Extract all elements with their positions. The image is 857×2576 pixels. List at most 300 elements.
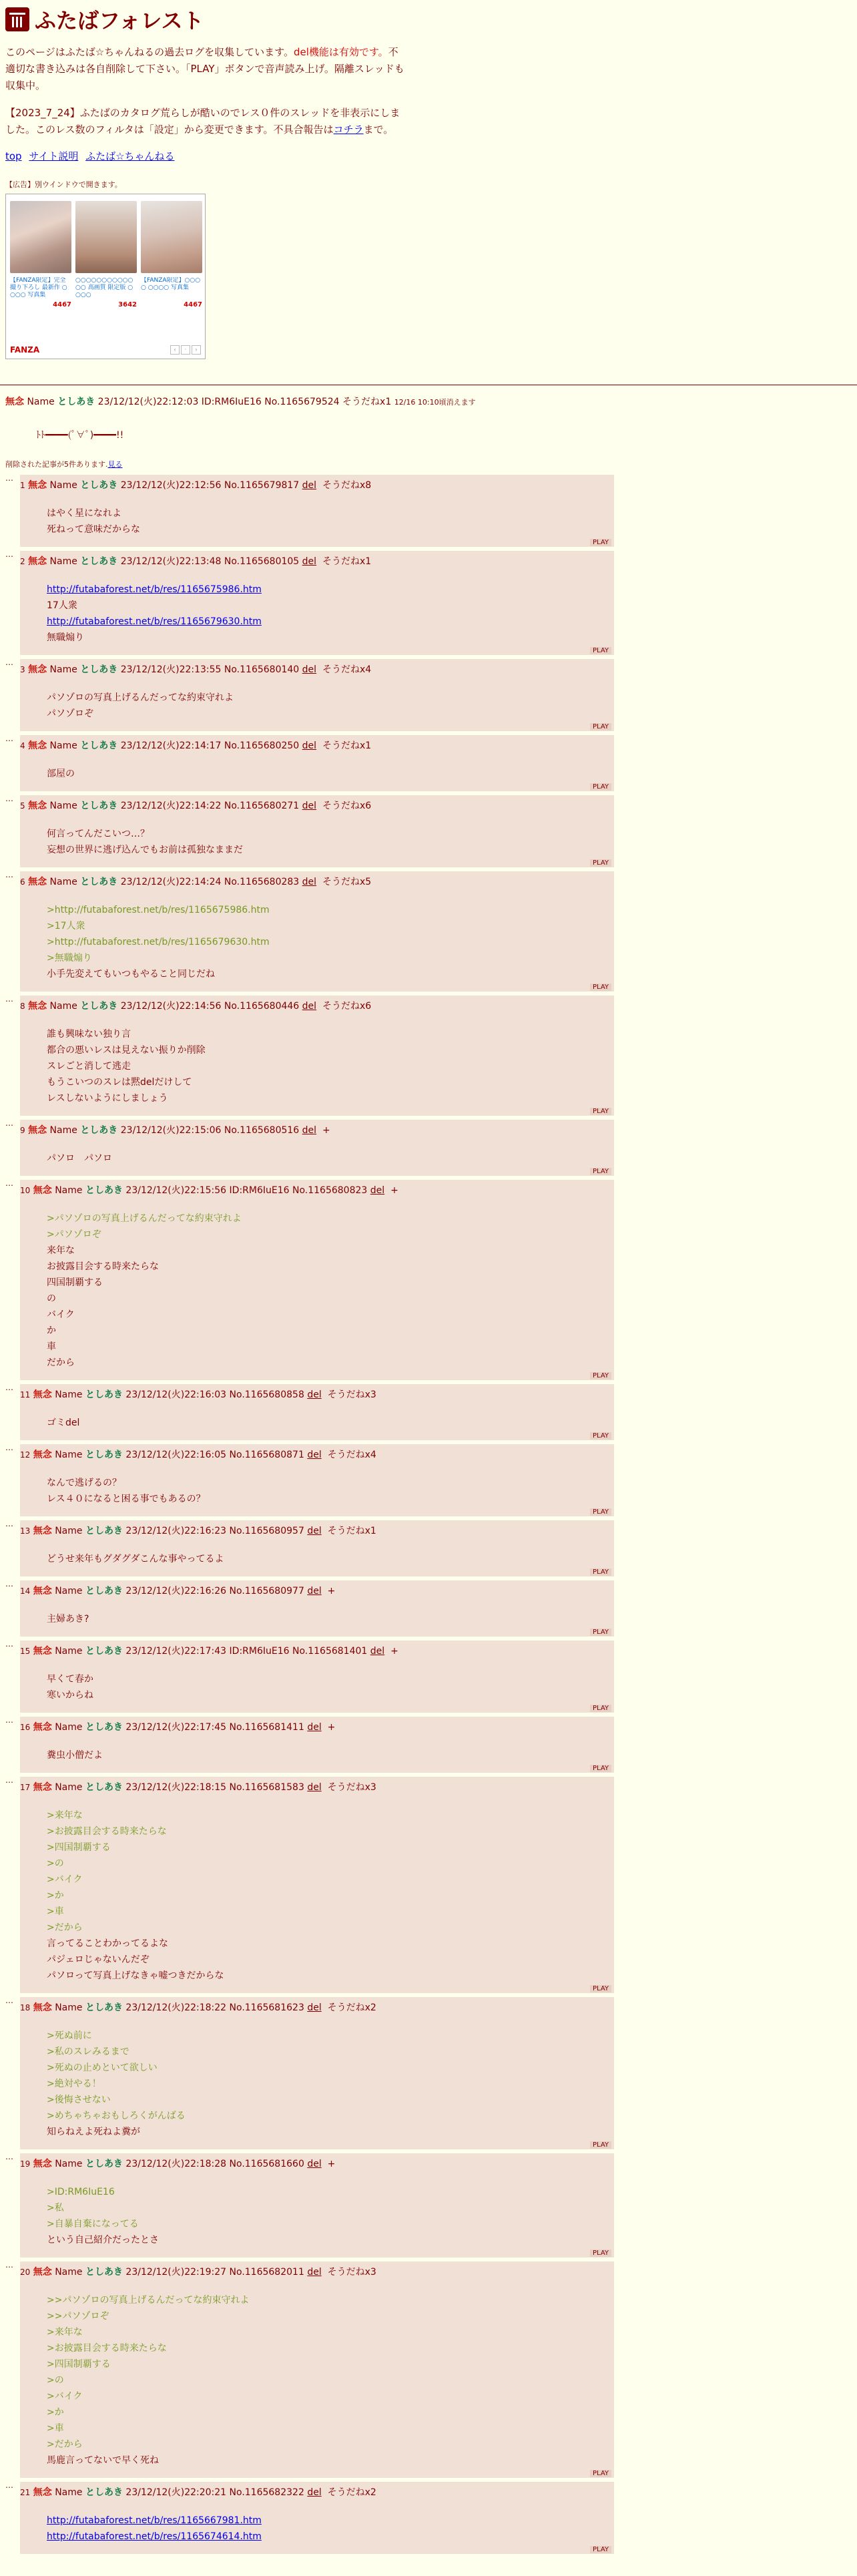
- reply-subject: 無念: [28, 1125, 47, 1136]
- reply-subject: 無念: [33, 2159, 52, 2169]
- del-link[interactable]: del: [307, 1389, 322, 1400]
- reply-header: [20, 1580, 614, 1598]
- reply-text-line: パジェロじゃないんだぞ: [47, 1954, 150, 1965]
- del-link[interactable]: del: [370, 1185, 385, 1196]
- op-name-label: Name: [27, 397, 55, 407]
- reply-meta: 23/12/12(火)22:18:15 No.1165681583: [125, 1782, 304, 1793]
- reply-name-label: Name: [55, 2159, 83, 2169]
- site-logo-icon[interactable]: [5, 7, 29, 31]
- reply-subject: 無念: [28, 877, 47, 887]
- reply-meta: 23/12/12(火)22:14:22 No.1165680271: [120, 801, 300, 811]
- ad-title[interactable]: 【FANZA限定】完全撮り下ろし 最新作 ○○○○ 写真集: [10, 277, 67, 298]
- reply-name: としあき: [85, 2002, 123, 2013]
- soda-button[interactable]: そうだねx5: [322, 877, 372, 887]
- reply-body: [47, 582, 614, 646]
- reply-header: [20, 1444, 614, 1462]
- quote-line: >車: [47, 2423, 64, 2434]
- reply-subject: 無念: [28, 480, 47, 491]
- reply-post: [20, 475, 614, 547]
- del-link[interactable]: del: [307, 1586, 322, 1596]
- reply-subject: 無念: [33, 1782, 52, 1793]
- reply-body: [47, 2184, 614, 2248]
- reply-row: [5, 1717, 852, 1773]
- reply-name-label: Name: [55, 2487, 83, 2498]
- reply-number: 21: [20, 2488, 31, 2497]
- play-button[interactable]: PLAY: [590, 1372, 611, 1379]
- play-button[interactable]: PLAY: [590, 1985, 611, 1992]
- reply-header: [20, 475, 614, 492]
- reply-meta: 23/12/12(火)22:16:05 No.1165680871: [125, 1450, 304, 1460]
- quote-line: >>パソゾロぞ: [47, 2311, 109, 2322]
- reply-body: [47, 1150, 614, 1166]
- reply-meta: 23/12/12(火)22:19:27 No.1165682011: [125, 2267, 304, 2278]
- reply-text-line: 四国制覇する: [47, 1277, 103, 1288]
- reply-row: [5, 1444, 852, 1516]
- reply-name: としあき: [85, 1586, 123, 1596]
- reply-marker-icon: …: [5, 994, 13, 1004]
- quote-line: >私: [47, 2203, 64, 2213]
- reply-text-line: 馬鹿言ってないで早く死ね: [47, 2455, 159, 2466]
- reply-text-line: 無職煽り: [47, 632, 84, 643]
- reply-marker-icon: …: [5, 1639, 13, 1649]
- soda-button[interactable]: そうだねx1: [322, 556, 372, 567]
- reply-link[interactable]: http://futabaforest.net/b/res/1165674614.htm: [47, 2531, 262, 2542]
- reply-name: としあき: [80, 556, 118, 567]
- reply-text-line: レスしないようにしましょう: [47, 1093, 168, 1104]
- reply-meta: 23/12/12(火)22:16:03 No.1165680858: [125, 1389, 304, 1400]
- del-link[interactable]: del: [302, 1001, 317, 1012]
- reply-post: [20, 996, 614, 1116]
- soda-button[interactable]: +: [327, 1586, 336, 1596]
- reply-header: [20, 659, 614, 676]
- reply-text-line: 知らねえよ死ねよ糞が: [47, 2127, 140, 2137]
- ad-image[interactable]: [75, 201, 137, 273]
- reply-marker-icon: …: [5, 734, 13, 743]
- del-link[interactable]: del: [307, 1782, 322, 1793]
- reply-name-label: Name: [55, 1722, 83, 1733]
- quote-line: >か: [47, 1890, 64, 1901]
- reply-name: としあき: [80, 877, 118, 887]
- op-subject: 無念: [5, 397, 24, 407]
- reply-header: [20, 996, 614, 1013]
- reply-text-line: パソロ パソロ: [47, 1153, 112, 1164]
- reply-row: [5, 551, 852, 655]
- reply-text-line: 寒いからね: [47, 1690, 93, 1701]
- site-title: ふたばフォレスト: [35, 8, 204, 33]
- reply-number: 20: [20, 2268, 31, 2277]
- play-button[interactable]: PLAY: [590, 2470, 611, 2477]
- reply-body: [47, 1671, 614, 1703]
- reply-text-line: 死ねって意味だからな: [47, 524, 140, 535]
- quote-line: >17人衆: [47, 921, 85, 931]
- reply-text-line: 主婦あき?: [47, 1614, 89, 1625]
- play-button[interactable]: PLAY: [590, 1765, 611, 1772]
- del-link[interactable]: del: [302, 801, 317, 811]
- op-meta: 23/12/12(火)22:12:03 ID:RM6IuE16 No.1165679524: [97, 397, 340, 407]
- play-button[interactable]: PLAY: [590, 1168, 611, 1175]
- reply-header: [20, 1777, 614, 1794]
- nav-links: [5, 149, 852, 163]
- reply-subject: 無念: [28, 556, 47, 567]
- quote-line: >お披露目会する時来たらな: [47, 1826, 167, 1837]
- del-link[interactable]: del: [302, 1125, 317, 1136]
- reply-name-label: Name: [49, 1001, 77, 1012]
- intro-paragraph: [5, 44, 406, 94]
- reply-meta: 23/12/12(火)22:20:21 No.1165682322: [125, 2487, 304, 2498]
- del-link[interactable]: del: [302, 556, 317, 567]
- notice-text-end: まで。: [363, 124, 394, 136]
- play-button[interactable]: PLAY: [590, 2249, 611, 2257]
- reply-post: [20, 659, 614, 731]
- reply-text-line: か: [47, 1325, 56, 1336]
- reply-name-label: Name: [49, 664, 77, 675]
- quote-line: >四国制覇する: [47, 1842, 111, 1853]
- del-link[interactable]: del: [302, 480, 317, 491]
- reply-number: 4: [20, 741, 25, 750]
- reply-text-line: スレごと消して逃走: [47, 1061, 131, 1072]
- reply-body: [47, 826, 614, 858]
- play-button[interactable]: PLAY: [590, 647, 611, 654]
- reply-subject: 無念: [33, 1526, 52, 1536]
- reply-text-line: 17人衆: [47, 600, 77, 611]
- soda-button[interactable]: そうだねx8: [322, 480, 372, 491]
- soda-button[interactable]: そうだねx4: [327, 1450, 376, 1460]
- reply-text-line: 糞虫小僧だよ: [47, 1750, 103, 1761]
- reply-subject: 無念: [33, 1722, 52, 1733]
- reply-row: [5, 1384, 852, 1440]
- reply-body: [47, 505, 614, 538]
- soda-button[interactable]: そうだねx2: [327, 2002, 376, 2013]
- ad-pager: [170, 345, 201, 355]
- reply-header: [20, 871, 614, 889]
- reply-text-line: 車: [47, 1341, 56, 1352]
- quote-line: >の: [47, 2375, 64, 2386]
- reply-text-line: ゴミdel: [47, 1418, 80, 1428]
- soda-button[interactable]: そうだねx1: [327, 1526, 376, 1536]
- reply-number: 12: [20, 1450, 31, 1460]
- reply-subject: 無念: [28, 801, 47, 811]
- soda-button[interactable]: そうだねx3: [327, 1782, 376, 1793]
- soda-button[interactable]: そうだねx3: [327, 2267, 376, 2278]
- del-link[interactable]: del: [307, 1722, 322, 1733]
- reply-text-line: 部屋の: [47, 769, 75, 779]
- reply-row: [5, 475, 852, 547]
- quote-line: >http://futabaforest.net/b/res/1165679630.htm: [47, 937, 270, 947]
- reply-body: [47, 2028, 614, 2140]
- reply-post: [20, 1580, 614, 1637]
- ad-image[interactable]: [141, 201, 202, 273]
- reply-subject: 無念: [28, 740, 47, 751]
- reply-marker-icon: …: [5, 1383, 13, 1392]
- reply-body: [47, 902, 614, 982]
- reply-meta: 23/12/12(火)22:13:55 No.1165680140: [120, 664, 300, 675]
- quote-line: >パソゾロの写真上げるんだってな約束守れよ: [47, 1213, 242, 1224]
- reply-name: としあき: [80, 801, 118, 811]
- del-link[interactable]: del: [307, 1450, 322, 1460]
- soda-button[interactable]: +: [390, 1185, 398, 1196]
- play-button[interactable]: PLAY: [590, 1629, 611, 1636]
- reply-meta: 23/12/12(火)22:14:24 No.1165680283: [120, 877, 300, 887]
- reply-name-label: Name: [49, 801, 77, 811]
- del-link[interactable]: del: [307, 1526, 322, 1536]
- reply-post: [20, 1520, 614, 1576]
- notice-paragraph: [5, 105, 406, 138]
- del-link[interactable]: del: [307, 2487, 322, 2498]
- reply-name: としあき: [80, 740, 118, 751]
- reply-subject: 無念: [33, 1646, 52, 1657]
- del-link[interactable]: del: [302, 877, 317, 887]
- play-button[interactable]: PLAY: [590, 1508, 611, 1516]
- soda-button[interactable]: +: [390, 1646, 398, 1657]
- reply-header: [20, 2482, 614, 2499]
- reply-row: [5, 2153, 852, 2258]
- reply-number: 2: [20, 557, 25, 566]
- reply-post: [20, 1180, 614, 1380]
- reply-marker-icon: …: [5, 1775, 13, 1785]
- play-button[interactable]: PLAY: [590, 984, 611, 991]
- reply-name: としあき: [85, 1185, 123, 1196]
- reply-row: [5, 1580, 852, 1637]
- reply-number: 18: [20, 2003, 31, 2012]
- notice-text: 【2023_7_24】ふたばのカタログ荒らしが酷いのでレス０件のスレッドを非表示にしました。このレス数のフィルタは「設定」から変更できます。不具合報告は: [5, 107, 400, 136]
- nav-top-link[interactable]: top: [5, 150, 22, 162]
- soda-button[interactable]: そうだねx2: [327, 2487, 376, 2498]
- reply-name-label: Name: [49, 1125, 77, 1136]
- quote-line: >バイク: [47, 2391, 83, 2402]
- quote-line: >来年な: [47, 1810, 83, 1821]
- ad-next-icon[interactable]: ›: [192, 345, 201, 355]
- reply-number: 6: [20, 877, 25, 887]
- soda-button[interactable]: そうだねx6: [322, 801, 372, 811]
- reply-name-label: Name: [49, 877, 77, 887]
- reply-name-label: Name: [55, 1450, 83, 1460]
- reply-post: [20, 1384, 614, 1440]
- intro-text: このページはふたば☆ちゃんねるの過去ログを収集しています。: [5, 46, 294, 58]
- reply-text-line: という自己紹介だったとさ: [47, 2235, 159, 2245]
- reply-text-line: どうせ来年もグダグダこんな事やってるよ: [47, 1554, 224, 1564]
- reply-header: [20, 1717, 614, 1734]
- reply-meta: 23/12/12(火)22:15:56 ID:RM6IuE16 No.1165680823: [125, 1185, 368, 1196]
- reply-row: [5, 1180, 852, 1380]
- reply-post: [20, 551, 614, 655]
- reply-name: としあき: [85, 2487, 123, 2498]
- del-link[interactable]: del: [302, 664, 317, 675]
- play-button[interactable]: PLAY: [590, 2141, 611, 2149]
- quote-line: >四国制覇する: [47, 2359, 111, 2370]
- reply-row: [5, 1120, 852, 1176]
- reply-number: 16: [20, 1723, 31, 1732]
- reply-name-label: Name: [55, 2267, 83, 2278]
- reply-row: [5, 1777, 852, 1993]
- soda-button[interactable]: +: [327, 1722, 336, 1733]
- reply-header: [20, 1180, 614, 1197]
- play-button[interactable]: PLAY: [590, 539, 611, 546]
- play-button[interactable]: PLAY: [590, 2546, 611, 2553]
- reply-row: [5, 1641, 852, 1713]
- reply-post: [20, 2482, 614, 2554]
- reply-name: としあき: [85, 2267, 123, 2278]
- ad-price: 4467: [53, 301, 71, 308]
- reply-name: としあき: [85, 1782, 123, 1793]
- soda-button[interactable]: そうだねx3: [327, 1389, 376, 1400]
- reply-body: [47, 690, 614, 722]
- reply-text-line: 都合の悪いレスは見えない振りか削除: [47, 1045, 206, 1056]
- reply-meta: 23/12/12(火)22:15:06 No.1165680516: [120, 1125, 300, 1136]
- soda-button[interactable]: そうだねx1: [322, 740, 372, 751]
- reply-link[interactable]: http://futabaforest.net/b/res/1165675986.htm: [47, 584, 262, 595]
- reply-number: 14: [20, 1586, 31, 1596]
- quote-line: >お披露目会する時来たらな: [47, 2343, 167, 2354]
- reply-post: [20, 1717, 614, 1773]
- ad-image[interactable]: [10, 201, 71, 273]
- reply-name-label: Name: [55, 2002, 83, 2013]
- quote-line: >http://futabaforest.net/b/res/1165675986.htm: [47, 905, 270, 915]
- reply-post: [20, 1641, 614, 1713]
- fanza-logo[interactable]: FANZA: [10, 345, 40, 355]
- reply-name-label: Name: [49, 480, 77, 491]
- reply-name-label: Name: [49, 556, 77, 567]
- reply-marker-icon: …: [5, 1118, 13, 1128]
- reply-marker-icon: …: [5, 1443, 13, 1452]
- report-link[interactable]: コチラ: [333, 124, 364, 136]
- reply-row: [5, 996, 852, 1116]
- reply-row: [5, 871, 852, 992]
- reply-body: [47, 1551, 614, 1567]
- nav-about-link[interactable]: サイト説明: [29, 150, 79, 162]
- ad-note: 【広告】別ウインドウで開きます。: [5, 180, 122, 189]
- reply-text-line: パソゾロの写真上げるんだってな約束守れよ: [47, 692, 234, 703]
- nav-futaba-link[interactable]: ふたば☆ちゃんねる: [85, 150, 175, 162]
- ad-card[interactable]: [10, 201, 71, 308]
- quote-line: >バイク: [47, 1874, 83, 1885]
- reply-subject: 無念: [33, 1586, 52, 1596]
- reply-subject: 無念: [33, 2267, 52, 2278]
- reply-post: [20, 795, 614, 867]
- ad-title[interactable]: 【FANZA限定】○○○○ ○○○○ 写真集: [141, 277, 201, 291]
- reply-row: [5, 795, 852, 867]
- reply-body: [47, 1026, 614, 1106]
- op-header: [5, 392, 852, 411]
- reply-number: 1: [20, 481, 25, 490]
- op-body: ﾄﾄ━━━━(ﾟ∀ﾟ)━━━━!!: [36, 430, 124, 441]
- reply-header: [20, 1641, 614, 1658]
- reply-text-line: なんで逃げるの？: [47, 1478, 121, 1488]
- ad-box[interactable]: [5, 194, 206, 359]
- reply-number: 5: [20, 801, 25, 811]
- reply-text-line: レス４０になると困る事でもあるの？: [47, 1494, 206, 1504]
- play-button[interactable]: PLAY: [590, 859, 611, 867]
- ad-title[interactable]: ○○○○○○○○○○○○○ 高画質 限定版 ○○○○: [75, 277, 133, 298]
- reply-subject: 無念: [33, 1389, 52, 1400]
- quote-line: >>パソゾロの写真上げるんだってな約束守れよ: [47, 2295, 250, 2306]
- play-button[interactable]: PLAY: [590, 723, 611, 730]
- reply-name: としあき: [80, 664, 118, 675]
- play-button[interactable]: PLAY: [590, 783, 611, 791]
- reply-subject: 無念: [33, 1450, 52, 1460]
- reply-number: 3: [20, 665, 25, 674]
- reply-name-label: Name: [55, 1586, 83, 1596]
- reply-meta: 23/12/12(火)22:17:43 ID:RM6IuE16 No.1165681401: [125, 1646, 368, 1657]
- reply-number: 10: [20, 1186, 31, 1195]
- reply-name-label: Name: [55, 1782, 83, 1793]
- quote-line: >死ぬ前に: [47, 2030, 92, 2041]
- reply-meta: 23/12/12(火)22:14:17 No.1165680250: [120, 740, 300, 751]
- del-link[interactable]: del: [307, 2002, 322, 2013]
- soda-button[interactable]: そうだねx6: [322, 1001, 372, 1012]
- reply-subject: 無念: [33, 2487, 52, 2498]
- reply-name-label: Name: [55, 1526, 83, 1536]
- ad-dot-icon[interactable]: ·: [181, 345, 190, 355]
- play-button[interactable]: PLAY: [590, 1432, 611, 1440]
- reply-subject: 無念: [28, 1001, 47, 1012]
- del-link[interactable]: del: [307, 2159, 322, 2169]
- ad-card[interactable]: [141, 201, 202, 308]
- reply-marker-icon: …: [5, 870, 13, 879]
- quote-line: >か: [47, 2407, 64, 2418]
- soda-button[interactable]: そうだねx4: [322, 664, 372, 675]
- soda-button[interactable]: +: [322, 1125, 330, 1136]
- reply-header: [20, 2262, 614, 2279]
- play-button[interactable]: PLAY: [590, 1568, 611, 1576]
- quote-line: >だから: [47, 2439, 83, 2450]
- site-header: [5, 4, 852, 35]
- reply-list: [5, 475, 852, 2554]
- quote-line: >車: [47, 1906, 64, 1917]
- quote-line: >死ぬの止めといて欲しい: [47, 2063, 158, 2073]
- reply-number: 11: [20, 1390, 31, 1400]
- del-link[interactable]: del: [370, 1646, 385, 1657]
- reply-text-line: バイク: [47, 1309, 75, 1320]
- quote-line: >来年な: [47, 2327, 83, 2338]
- reply-post: [20, 1777, 614, 1993]
- reply-marker-icon: …: [5, 1579, 13, 1588]
- del-link[interactable]: del: [302, 740, 317, 751]
- reply-post: [20, 2153, 614, 2258]
- reply-text-line: 妄想の世界に逃げ込んでもお前は孤独なままだ: [47, 845, 243, 855]
- reply-post: [20, 2262, 614, 2478]
- play-button[interactable]: PLAY: [590, 1108, 611, 1115]
- reply-header: [20, 735, 614, 753]
- ad-prev-icon[interactable]: ‹: [170, 345, 180, 355]
- op-expire: 12/16 10:10頃消えます: [394, 398, 476, 407]
- reply-marker-icon: …: [5, 1996, 13, 2005]
- op-soda-button[interactable]: そうだねx1: [342, 397, 392, 407]
- play-button[interactable]: PLAY: [590, 1705, 611, 1712]
- reply-body: [47, 1747, 614, 1763]
- reply-name: としあき: [85, 1526, 123, 1536]
- reply-link[interactable]: http://futabaforest.net/b/res/1165667981.htm: [47, 2515, 262, 2526]
- reply-meta: 23/12/12(火)22:16:26 No.1165680977: [125, 1586, 304, 1596]
- del-link[interactable]: del: [307, 2267, 322, 2278]
- reply-subject: 無念: [28, 664, 47, 675]
- reply-text-line: 言ってることわかってるよな: [47, 1938, 168, 1949]
- reply-name: としあき: [85, 2159, 123, 2169]
- ad-card[interactable]: [75, 201, 137, 308]
- reply-link[interactable]: http://futabaforest.net/b/res/1165679630.htm: [47, 616, 262, 627]
- reply-header: [20, 2153, 614, 2171]
- reply-name: としあき: [80, 1001, 118, 1012]
- reply-marker-icon: …: [5, 2152, 13, 2161]
- reply-number: 13: [20, 1526, 31, 1536]
- reply-row: [5, 1520, 852, 1576]
- reply-subject: 無念: [33, 2002, 52, 2013]
- deleted-show-link[interactable]: 見る: [107, 460, 123, 469]
- reply-name: としあき: [85, 1450, 123, 1460]
- reply-body: [47, 766, 614, 782]
- reply-post: [20, 1120, 614, 1176]
- soda-button[interactable]: +: [327, 2159, 336, 2169]
- reply-body: [47, 1211, 614, 1371]
